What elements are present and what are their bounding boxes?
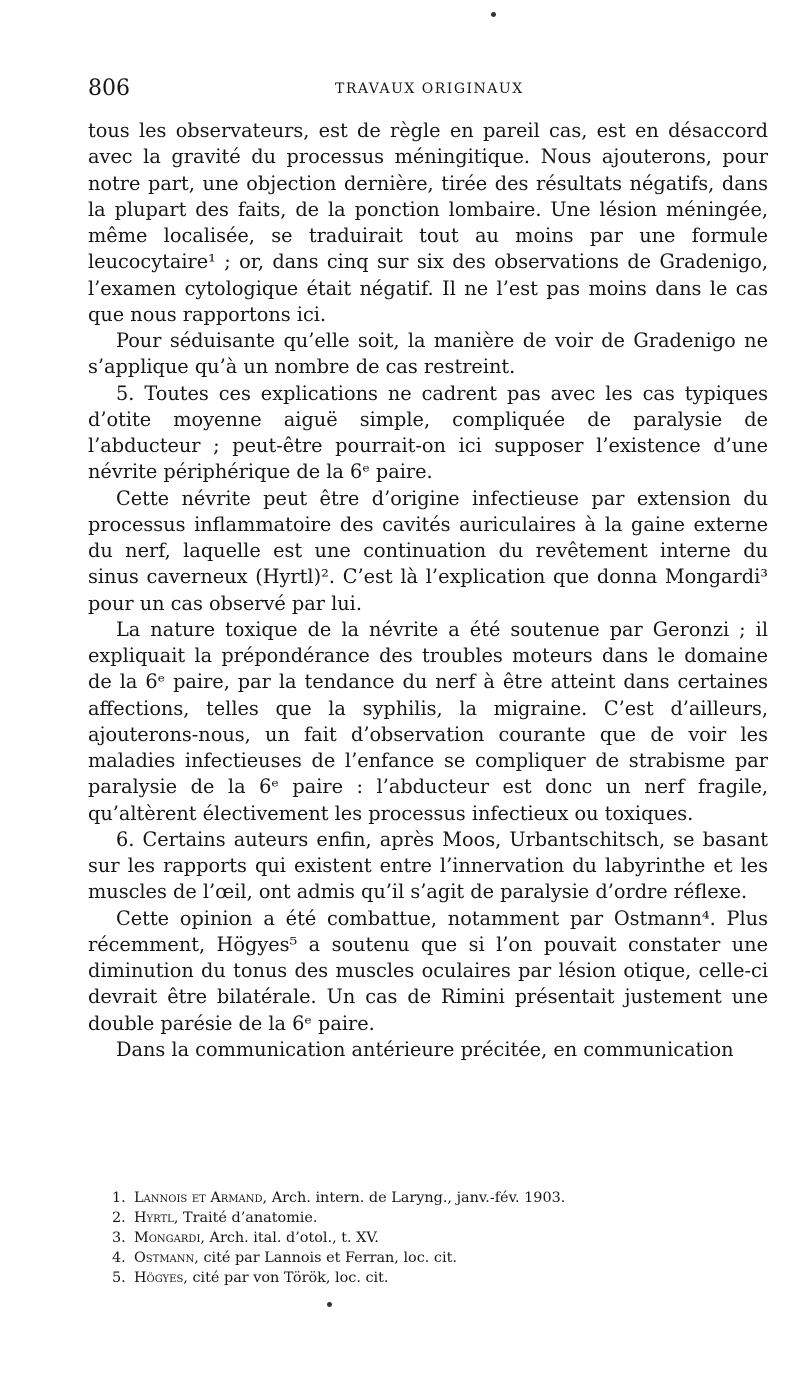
body-text <box>88 118 768 1063</box>
footnote <box>112 1268 752 1288</box>
footnote-number: 4. <box>112 1250 126 1266</box>
footnote <box>112 1228 752 1248</box>
paragraph: La nature toxique de la névrite a été soutenue par Geronzi ; il expliquait la prépondérance des troubles moteurs dans le domaine de la 6ᵉ paire, par la tendance du nerf à être atteint dans certaines affections, telles que la syphilis, la migraine. C’est d’ailleurs, ajouterons-nous, un fait d’observation courante que de voir les maladies infectieuses de l’enfance se compliquer de strabisme par paralysie de la 6ᵉ paire : l’abducteur est donc un nerf fragile, qu’altèrent électivement les processus infectieux ou toxiques. <box>88 617 768 825</box>
page-header <box>0 72 800 108</box>
paragraph: tous les observateurs, est de règle en pareil cas, est en désaccord avec la gravité du processus méningitique. Nous ajouterons, pour notre part, une objection dernière, tirée des résultats négatifs, dans la plupart des faits, de la ponction lombaire. Une lésion méningée, même localisée, se traduirait tout au moins par une formule leucocytaire¹ ; or, dans cinq sur six des observations de Gradenigo, l’examen cytologique était négatif. Il ne l’est pas moins dans le cas que nous rapportons ici. <box>88 119 768 326</box>
footnote-author: Lannois et Armand, <box>134 1190 268 1206</box>
footnote-text: cité par Lannois et Ferran, loc. cit. <box>203 1250 457 1266</box>
footnote-text: Traité d’anatomie. <box>182 1210 318 1226</box>
ink-dot <box>491 12 496 17</box>
paragraph: 6. Certains auteurs enfin, après Moos, Urbantschitsch, se basant sur les rapports qui existent entre l’innervation du labyrinthe et les muscles de l’œil, ont admis qu’il s’agit de paralysie d’ordre réflexe. <box>88 827 768 904</box>
footnote-number: 1. <box>112 1190 126 1206</box>
footnote <box>112 1188 752 1208</box>
footnote <box>112 1248 752 1268</box>
footnote-author: Hyrtl, <box>134 1210 179 1226</box>
page-number: 806 <box>88 76 130 101</box>
running-head: TRAVAUX ORIGINAUX <box>335 81 524 97</box>
footnote-text: cité par von Török, loc. cit. <box>192 1270 389 1286</box>
footnote-author: Högyes, <box>134 1270 188 1286</box>
footnote-number: 2. <box>112 1210 126 1226</box>
footnote-number: 5. <box>112 1270 126 1286</box>
footnote <box>112 1208 752 1228</box>
paragraph: Cette opinion a été combattue, notamment par Ostmann⁴. Plus récemment, Högyes⁵ a soutenu que si l’on pouvait constater une diminution du tonus des muscles oculaires par lésion otique, celle-ci devrait être bilatérale. Un cas de Rimini présentait justement une double parésie de la 6ᵉ paire. <box>88 906 768 1035</box>
paragraph: 5. Toutes ces explications ne cadrent pas avec les cas typiques d’otite moyenne aiguë simple, compliquée de paralysie de l’abducteur ; peut-être pourrait-on ici supposer l’existence d’une névrite périphérique de la 6ᵉ paire. <box>88 381 768 484</box>
paragraph: Dans la communication antérieure précitée, en communication <box>116 1037 734 1061</box>
footnote-number: 3. <box>112 1230 126 1246</box>
footnote-text: Arch. ital. d’otol., t. XV. <box>209 1230 379 1246</box>
paragraph: Pour séduisante qu’elle soit, la manière de voir de Gradenigo ne s’applique qu’à un nombre de cas restreint. <box>88 329 768 379</box>
footnote-author: Mongardi, <box>134 1230 205 1246</box>
footnotes <box>112 1188 752 1288</box>
footnote-author: Ostmann, <box>134 1250 199 1266</box>
paragraph: Cette névrite peut être d’origine infectieuse par extension du processus inflammatoire des cavités auriculaires à la gaine externe du nerf, laquelle est une continuation du revêtement interne du sinus caverneux (Hyrtl)². C’est là l’explication que donna Mongardi³ pour un cas observé par lui. <box>88 486 768 615</box>
ink-dot <box>327 1302 332 1307</box>
footnote-text: Arch. intern. de Laryng., janv.-fév. 1903. <box>271 1190 566 1206</box>
